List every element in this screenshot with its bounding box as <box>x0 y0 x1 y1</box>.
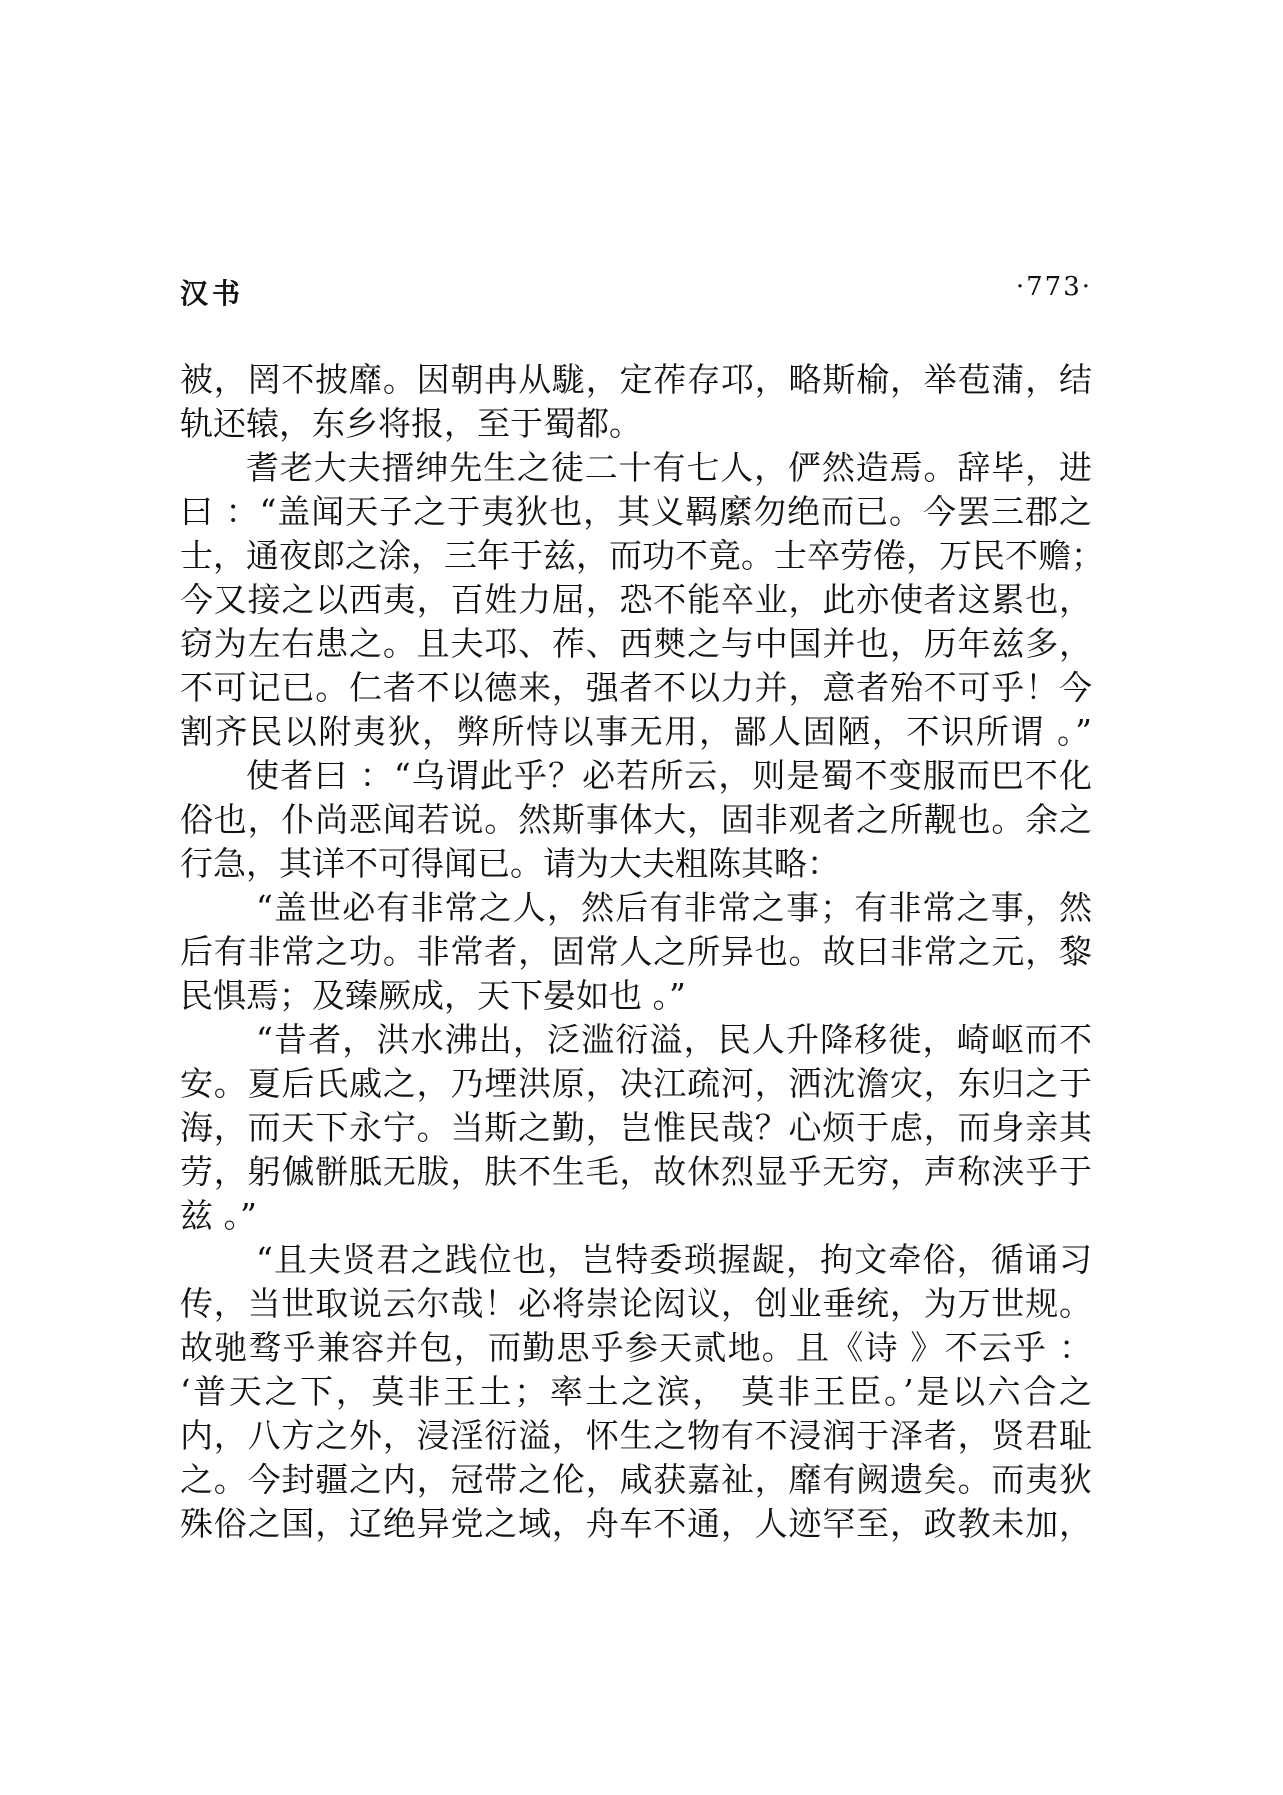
text-line: 窃为左右患之。且夫邛、莋、西僰之与中国并也，历年兹多， <box>180 624 1092 663</box>
text-line: 士，通夜郎之涂，三年于兹，而功不竟。士卒劳倦，万民不赡； <box>180 536 1104 575</box>
text-line: 耆老大夫搢绅先生之徒二十有七人，俨然造焉。辞毕，进 <box>246 448 1092 487</box>
text-line: 兹 。” <box>180 1196 257 1235</box>
text-line: 内，八方之外，浸淫衍溢，怀生之物有不浸润于泽者，贤君耻 <box>180 1416 1092 1455</box>
text-line: 使者曰 ：“乌谓此乎？必若所云，则是蜀不变服而巴不化 <box>246 756 1092 795</box>
page-number: ·773· <box>1015 272 1092 302</box>
book-title: 汉书 <box>180 277 245 310</box>
text-line: 殊俗之国，辽绝异党之域，舟车不通，人迹罕至，政教未加， <box>180 1504 1092 1543</box>
text-line: 安。夏后氏戚之，乃堙洪原，决江疏河，洒沈澹灾，东归之于 <box>180 1064 1092 1103</box>
text-line: 行急，其详不可得闻已。请为大夫粗陈其略： <box>180 844 840 883</box>
text-line: 海，而天下永宁。当斯之勤，岂惟民哉？心烦于虑，而身亲其 <box>180 1108 1092 1147</box>
text-line: 后有非常之功。非常者，固常人之所异也。故曰非常之元，黎 <box>180 932 1092 971</box>
text-line: 传，当世取说云尔哉！必将崇论闳议，创业垂统，为万世规。 <box>180 1284 1092 1323</box>
text-line: 曰 ：“盖闻天子之于夷狄也，其义羁縻勿绝而已。今罢三郡之 <box>180 492 1092 531</box>
text-line: “昔者，洪水沸出，泛滥衍溢，民人升降移徙，崎岖而不 <box>256 1020 1092 1059</box>
text-line: “且夫贤君之践位也，岂特委琐握龊，拘文牵俗，循诵习 <box>256 1240 1092 1279</box>
text-line: 之。今封疆之内，冠带之伦，咸获嘉祉，靡有阙遗矣。而夷狄 <box>180 1460 1092 1499</box>
text-line: 俗也，仆尚恶闻若说。然斯事体大，固非观者之所觏也。余之 <box>180 800 1092 839</box>
text-line: 劳，躬傶骿胝无胈，肤不生毛，故休烈显乎无穷，声称浃乎于 <box>180 1152 1092 1191</box>
text-line: 故驰骛乎兼容并包，而勤思乎参天贰地。且《诗 》不云乎 ： <box>180 1328 1092 1367</box>
text-line: 被，罔不披靡。因朝冉从駹，定莋存邛，略斯榆，举苞蒲，结 <box>180 360 1092 399</box>
text-line: 民惧焉；及臻厥成，天下晏如也 。” <box>180 976 686 1015</box>
page-body-text <box>180 358 1104 1546</box>
text-line: 今又接之以西夷，百姓力屈，恐不能卒业，此亦使者这累也， <box>180 580 1092 619</box>
page-header <box>180 272 1092 312</box>
text-line: “盖世必有非常之人，然后有非常之事；有非常之事，然 <box>256 888 1092 927</box>
text-line: ‘普天之下，莫非王土；率土之滨， 莫非王臣。’是以六合之 <box>180 1372 1092 1411</box>
text-line: 轨还辕，东乡将报，至于蜀都。 <box>180 404 642 443</box>
text-line: 不可记已。仁者不以德来，强者不以力并，意者殆不可乎！今 <box>180 668 1092 707</box>
text-line: 割齐民以附夷狄，弊所恃以事无用，鄙人固陋，不识所谓 。” <box>180 712 1092 751</box>
